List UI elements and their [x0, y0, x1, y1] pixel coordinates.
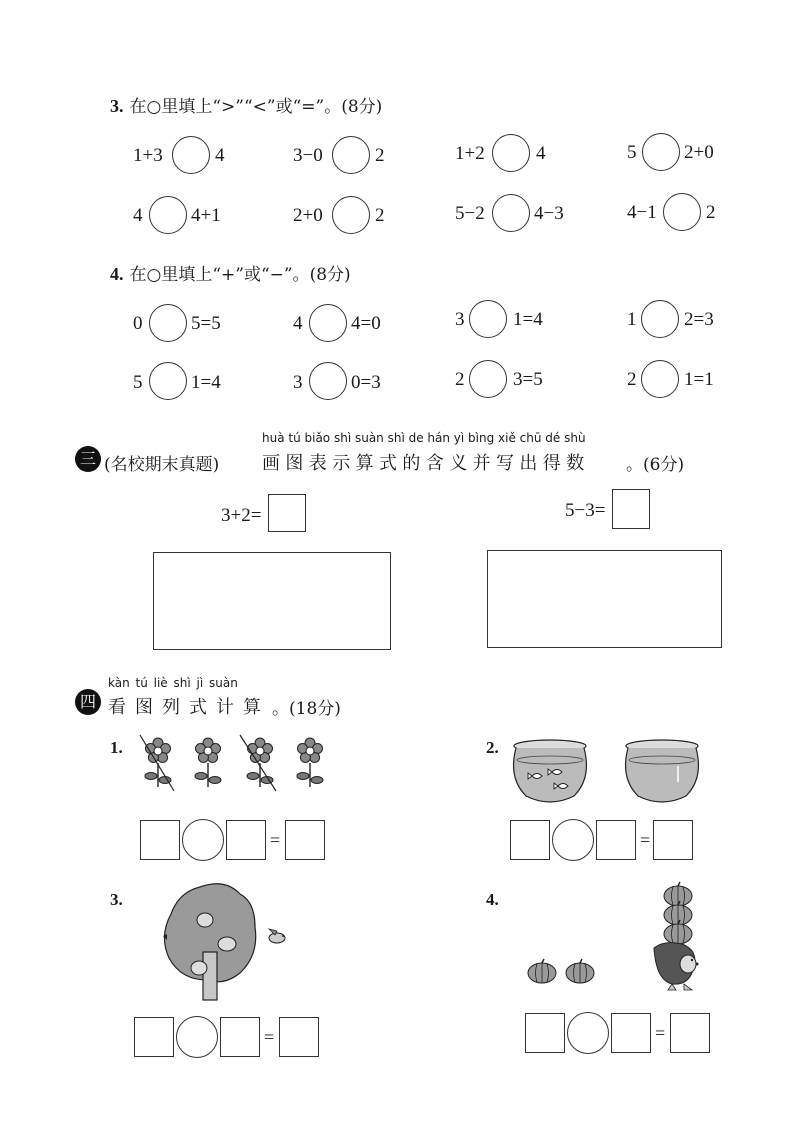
- section-3-equation-2-answer-box[interactable]: [612, 489, 650, 529]
- q3-title: [110, 92, 382, 117]
- q4-item-6-left: 3: [293, 372, 303, 393]
- problem-1-result-box[interactable]: [285, 820, 325, 860]
- q4-item-4-left: 1: [627, 309, 637, 330]
- problem-1-box-2[interactable]: [226, 820, 266, 860]
- problem-4-equals: =: [655, 1023, 666, 1043]
- q3-item-8-right: 2: [706, 202, 716, 223]
- q3-item-6-right: 2: [375, 205, 385, 226]
- problem-2-box-2[interactable]: [596, 820, 636, 860]
- section-3-score: 。(6分): [626, 455, 685, 475]
- problem-1-equals: =: [270, 830, 281, 850]
- section-3-instruction: 画图表示算式的含义并写出得数: [262, 453, 590, 474]
- q4-item-2-answer-circle[interactable]: [309, 304, 347, 342]
- q4-title: [110, 260, 351, 285]
- q4-item-1-answer-circle[interactable]: [149, 304, 187, 342]
- problem-3-box-2[interactable]: [220, 1017, 260, 1057]
- q4-item-7-answer-circle[interactable]: [469, 360, 507, 398]
- q4-item-4-right: 2=3: [684, 309, 714, 330]
- section-3-drawing-box-2[interactable]: [487, 550, 722, 648]
- q3-instruction: 在○里填上“>”“<”或“=”。(8分): [129, 97, 383, 117]
- problem-3-operator-circle[interactable]: [176, 1016, 218, 1058]
- problem-4-pumpkins-hedgehog-illustration: [522, 880, 712, 995]
- q4-item-3-right: 1=4: [513, 309, 543, 330]
- q3-item-6-answer-circle[interactable]: [332, 196, 370, 234]
- problem-1-operator-circle[interactable]: [182, 819, 224, 861]
- section-4-badge: 四: [75, 689, 101, 715]
- problem-4-box-2[interactable]: [611, 1013, 651, 1053]
- section-4-pinyin: kàn tú liè shì jì suàn: [108, 676, 238, 690]
- q3-item-8-left: 4−1: [627, 202, 657, 223]
- q4-item-6-right: 0=3: [351, 372, 381, 393]
- problem-4-box-1[interactable]: [525, 1013, 565, 1053]
- problem-1-box-1[interactable]: [140, 820, 180, 860]
- q4-item-4-answer-circle[interactable]: [641, 300, 679, 338]
- q3-item-4-answer-circle[interactable]: [642, 133, 680, 171]
- q3-item-3-left: 1+2: [455, 143, 485, 164]
- problem-4-result-box[interactable]: [670, 1013, 710, 1053]
- q4-item-5-left: 5: [133, 372, 143, 393]
- q4-item-2-right: 4=0: [351, 313, 381, 334]
- problem-1-number: 1.: [110, 738, 123, 757]
- q4-item-7-right: 3=5: [513, 369, 543, 390]
- q4-item-8-answer-circle[interactable]: [641, 360, 679, 398]
- problem-3-number: 3.: [110, 890, 123, 909]
- section-3-equation-1-answer-box[interactable]: [268, 494, 306, 532]
- q3-item-3-right: 4: [536, 143, 546, 164]
- problem-2-number: 2.: [486, 738, 499, 757]
- q3-item-1-left: 1+3: [133, 145, 163, 166]
- pumpkin-stack-3: [664, 920, 692, 944]
- q3-item-7-left: 5−2: [455, 203, 485, 224]
- q3-item-2-answer-circle[interactable]: [332, 136, 370, 174]
- q3-item-4-left: 5: [627, 142, 637, 163]
- q4-item-8-right: 1=1: [684, 369, 714, 390]
- q4-instruction: 在○里填上“+”或“−”。(8分): [129, 265, 351, 285]
- pumpkin-stack-2: [664, 901, 692, 925]
- fishbowl-2: [626, 740, 699, 802]
- flower-4: [297, 738, 323, 787]
- q3-item-7-answer-circle[interactable]: [492, 194, 530, 232]
- q4-item-8-left: 2: [627, 369, 637, 390]
- q3-item-3-answer-circle[interactable]: [492, 134, 530, 172]
- q3-item-1-answer-circle[interactable]: [172, 136, 210, 174]
- section-3-badge: 三: [75, 446, 101, 472]
- problem-3-equals: =: [264, 1027, 275, 1047]
- flower-2: [195, 738, 221, 787]
- section-3-pinyin: huà tú biǎo shì suàn shì de hán yì bìng xiě chū dé shù: [262, 431, 586, 445]
- problem-2-fishbowls-illustration: [510, 738, 710, 808]
- q3-item-8-answer-circle[interactable]: [663, 193, 701, 231]
- q4-item-3-answer-circle[interactable]: [469, 300, 507, 338]
- section-4-score: 。(18分): [272, 699, 341, 719]
- pumpkin-stack-1: [664, 882, 692, 906]
- tree-trunk: [203, 952, 217, 1000]
- problem-3-box-1[interactable]: [134, 1017, 174, 1057]
- problem-1-flowers-illustration: [130, 733, 330, 793]
- q4-item-6-answer-circle[interactable]: [309, 362, 347, 400]
- q4-item-1-left: 0: [133, 313, 143, 334]
- q4-item-5-right: 1=4: [191, 372, 221, 393]
- q3-item-5-answer-circle[interactable]: [149, 196, 187, 234]
- q3-item-1-right: 4: [215, 145, 225, 166]
- q3-item-2-right: 2: [375, 145, 385, 166]
- problem-2-equals: =: [640, 830, 651, 850]
- q3-item-2-left: 3−0: [293, 145, 323, 166]
- q4-item-2-left: 4: [293, 313, 303, 334]
- bird: [269, 929, 285, 943]
- section-3-equation-2: 5−3=: [565, 500, 606, 521]
- problem-3-result-box[interactable]: [279, 1017, 319, 1057]
- section-3-equation-1: 3+2=: [221, 505, 262, 526]
- squirrel-1: [197, 913, 213, 927]
- section-3-source-tag: (名校期末真题): [104, 455, 220, 475]
- problem-2-operator-circle[interactable]: [552, 819, 594, 861]
- q4-number: 4.: [110, 264, 124, 284]
- problem-2-box-1[interactable]: [510, 820, 550, 860]
- q3-number: 3.: [110, 96, 124, 116]
- problem-3-tree-squirrels-illustration: [155, 882, 295, 1004]
- pumpkin-ground-1: [528, 959, 556, 983]
- fishbowl-1: [514, 740, 587, 802]
- squirrel-3: [191, 961, 207, 975]
- squirrel-2: [218, 937, 236, 951]
- problem-2-result-box[interactable]: [653, 820, 693, 860]
- q3-item-6-left: 2+0: [293, 205, 323, 226]
- q3-item-5-left: 4: [133, 205, 143, 226]
- problem-4-operator-circle[interactable]: [567, 1012, 609, 1054]
- q4-item-5-answer-circle[interactable]: [149, 362, 187, 400]
- q3-item-4-right: 2+0: [684, 142, 714, 163]
- q4-item-7-left: 2: [455, 369, 465, 390]
- pumpkin-ground-2: [566, 959, 594, 983]
- q3-item-5-right: 4+1: [191, 205, 221, 226]
- q4-item-3-left: 3: [455, 309, 465, 330]
- section-4-instruction: 看图列式计算: [108, 697, 270, 718]
- hedgehog: [654, 943, 699, 990]
- section-3-drawing-box-1[interactable]: [153, 552, 391, 650]
- q3-item-7-right: 4−3: [534, 203, 564, 224]
- q4-item-1-right: 5=5: [191, 313, 221, 334]
- problem-4-number: 4.: [486, 890, 499, 909]
